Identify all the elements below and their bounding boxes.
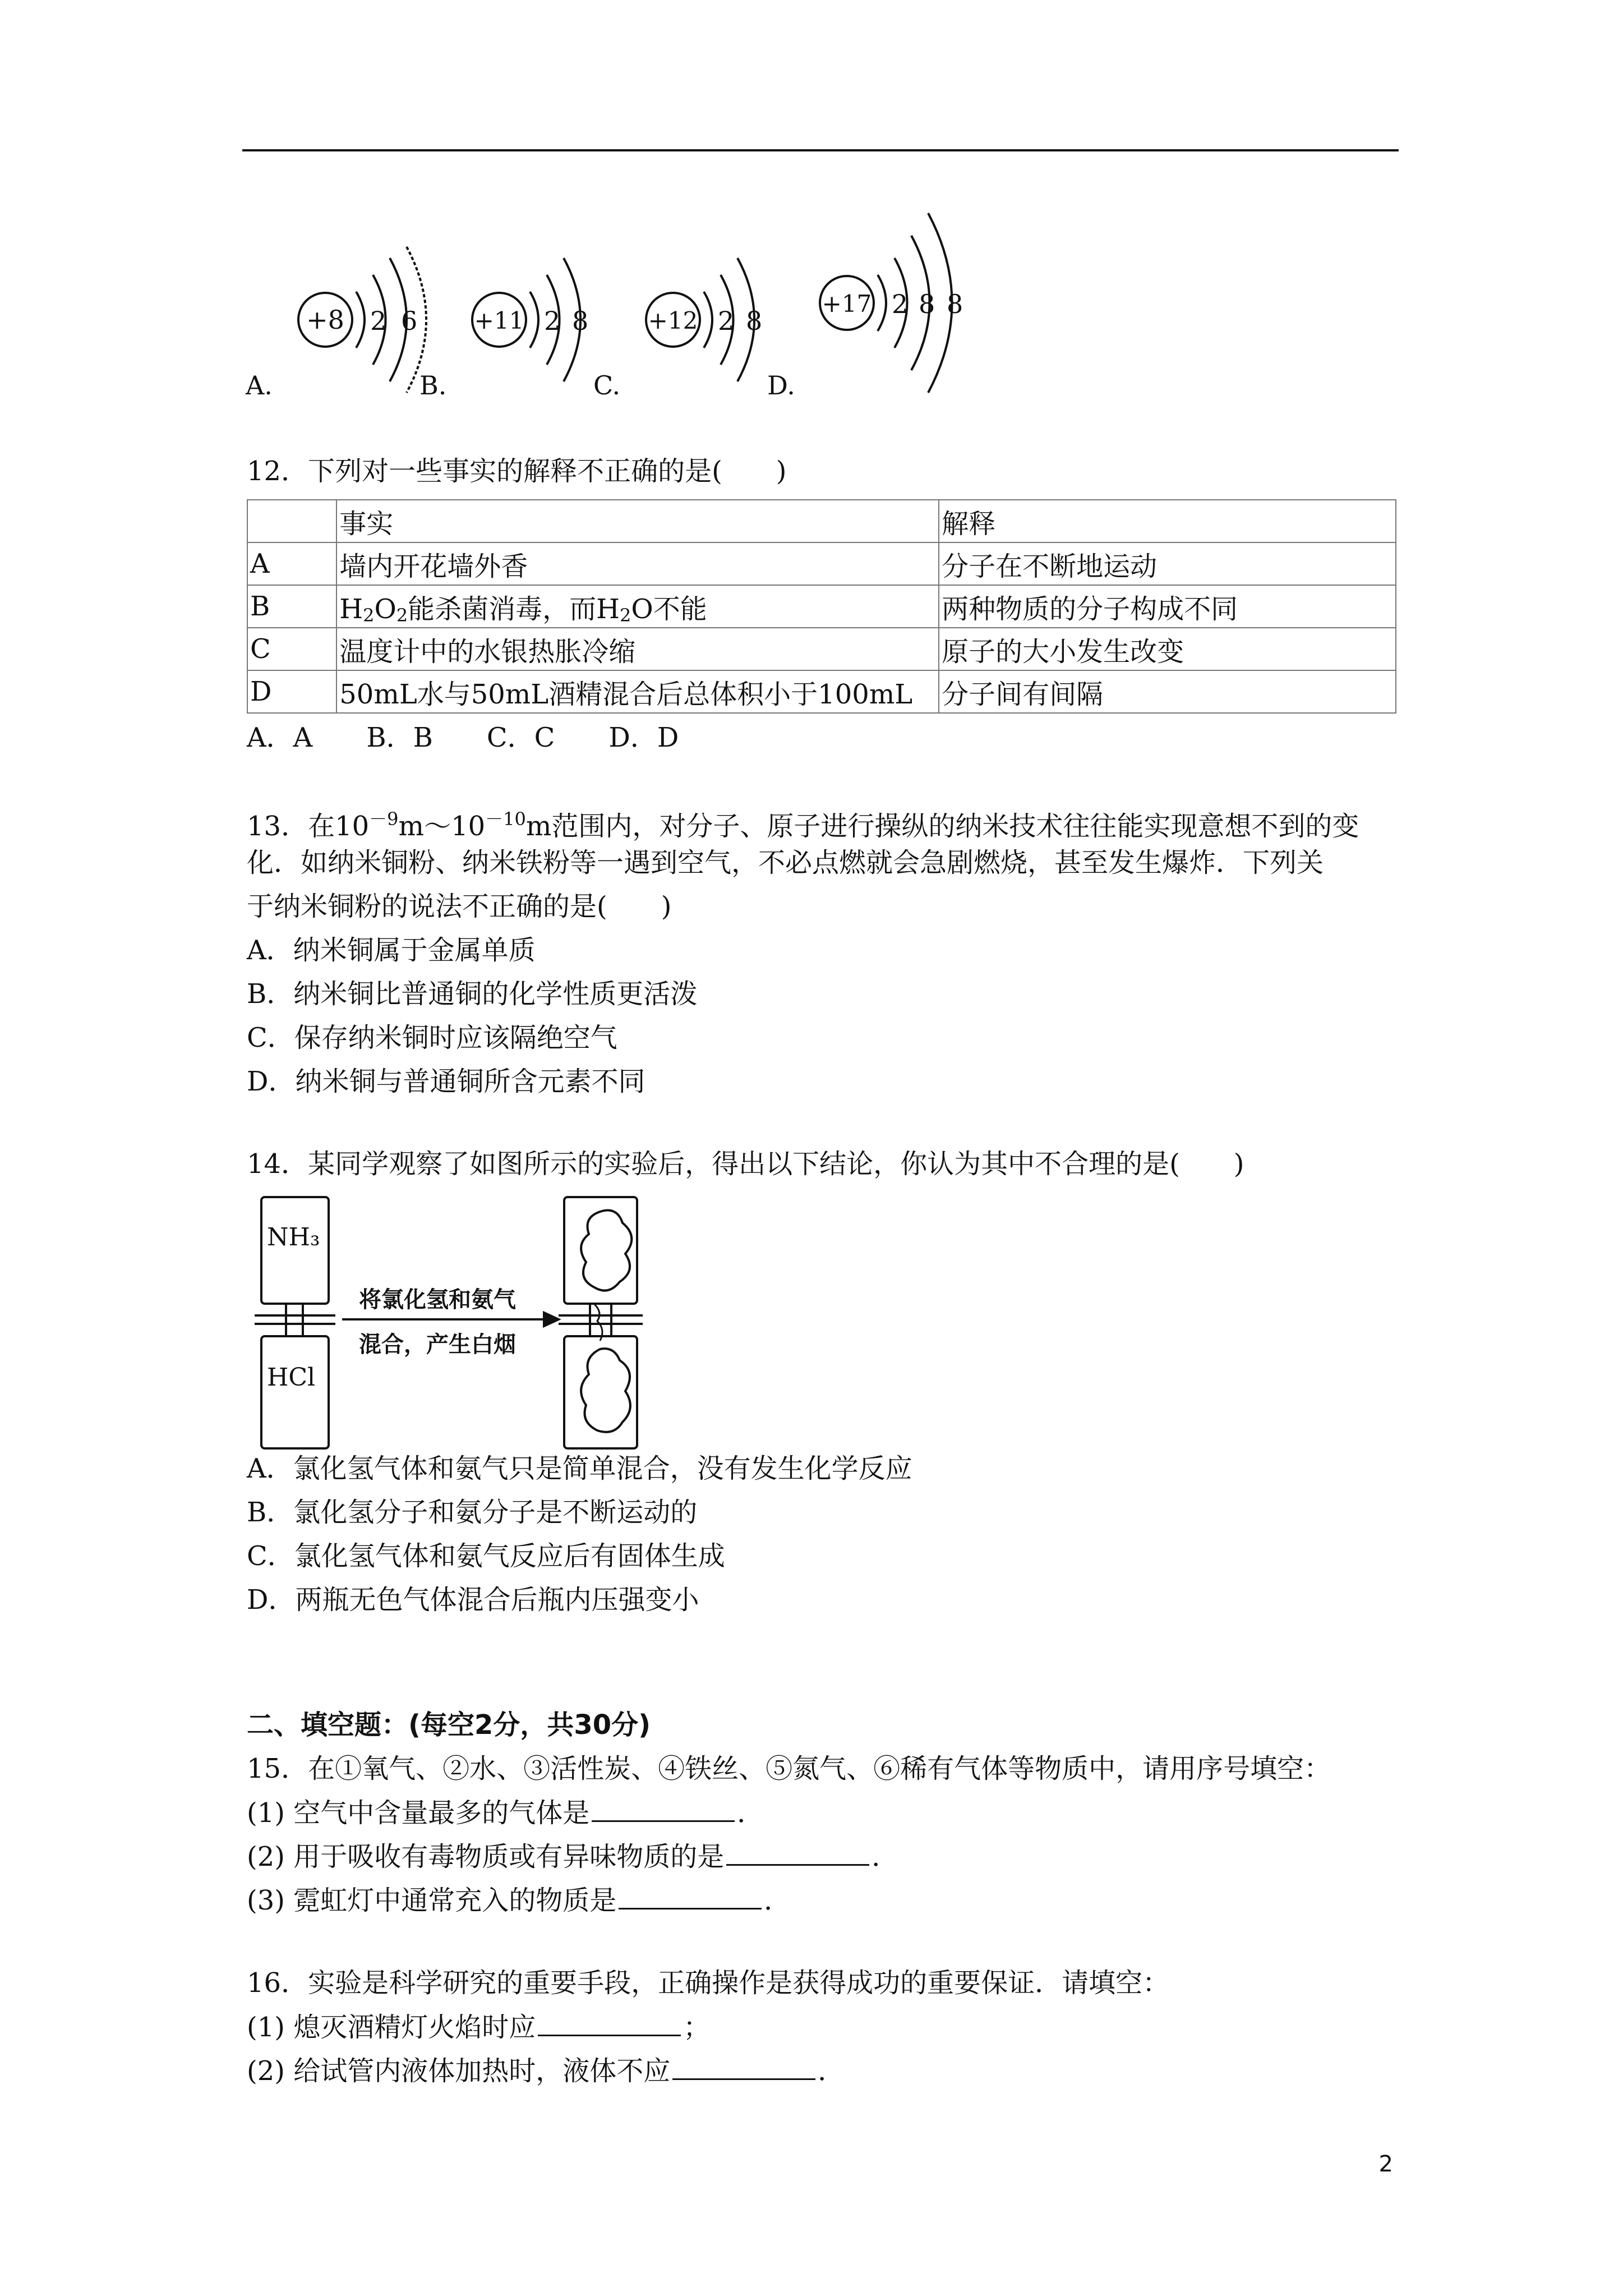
- row-fact: 温度计中的水银热胀冷缩: [336, 628, 939, 670]
- atom-b-shell-2: 8: [572, 306, 589, 336]
- row-explanation: 两种物质的分子构成不同: [939, 585, 1396, 628]
- atom-diagrams: [241, 202, 1026, 404]
- table-row: [247, 670, 1396, 713]
- table-row: [247, 542, 1396, 585]
- header-rule: [242, 149, 1399, 151]
- atom-a-diagram: [298, 247, 426, 393]
- q11-option-d[interactable]: D.: [767, 370, 795, 401]
- bottom-bottle-label: HCl: [267, 1363, 316, 1392]
- row-label: C: [247, 628, 336, 670]
- q11-option-c[interactable]: C.: [593, 370, 621, 401]
- row-explanation: 分子在不断地运动: [939, 542, 1396, 585]
- table-cell: [247, 500, 336, 542]
- top-bottle-label: NH₃: [267, 1223, 320, 1251]
- row-explanation: 分子间有间隔: [939, 670, 1396, 713]
- q11-option-a[interactable]: A.: [246, 370, 273, 401]
- row-label: D: [247, 670, 336, 713]
- row-label: A: [247, 542, 336, 585]
- row-explanation: 原子的大小发生改变: [939, 628, 1396, 670]
- table-row: [247, 628, 1396, 670]
- row-label: B: [247, 585, 336, 628]
- answer-blank[interactable]: [672, 2054, 815, 2080]
- q13-option-b[interactable]: B．纳米铜比普通铜的化学性质更活泼: [247, 978, 698, 1010]
- q14-option-a[interactable]: A．氯化氢气体和氨气只是简单混合，没有发生化学反应: [247, 1453, 912, 1484]
- arrow-caption-1: 将氯化氢和氨气: [359, 1287, 516, 1313]
- q14-experiment-figure: [247, 1189, 651, 1453]
- q15-item-3: (3) 霓虹灯中通常充入的物质是 ．: [247, 1883, 791, 1917]
- atom-c-nucleus: +12: [648, 307, 698, 334]
- q13-option-c[interactable]: C．保存纳米铜时应该隔绝空气: [247, 1022, 617, 1053]
- atom-d-shell-3: 8: [947, 289, 963, 319]
- atom-b-shell-1: 2: [544, 306, 561, 336]
- arrow-caption-2: 混合，产生白烟: [359, 1332, 516, 1358]
- answer-blank[interactable]: [538, 2010, 681, 2036]
- q11-option-b[interactable]: B.: [419, 370, 447, 401]
- q15-item-2: (2) 用于吸收有毒物质或有异味物质的是 ．: [247, 1839, 898, 1874]
- q13-line-3: 于纳米铜粉的说法不正确的是( ): [247, 891, 672, 922]
- atom-d-diagram: [820, 213, 963, 393]
- atom-d-nucleus: +17: [822, 290, 872, 318]
- row-fact: 墙内开花墙外香: [336, 542, 939, 585]
- q15-stem: 15．在①氧气、②水、③活性炭、④铁丝、⑤氮气、⑥稀有气体等物质中，请用序号填空：: [247, 1753, 1331, 1784]
- q16-item-1: (1) 熄灭酒精灯火焰时应 ；: [247, 2010, 710, 2044]
- q12-stem: 12．下列对一些事实的解释不正确的是( ): [247, 455, 787, 487]
- page-number: 2: [1378, 2151, 1393, 2177]
- atom-d-shell-2: 8: [919, 289, 935, 319]
- table-header-row: [247, 500, 1396, 542]
- row-fact: 50mL水与50mL酒精混合后总体积小于100mL: [336, 670, 939, 713]
- atom-d-shell-1: 2: [892, 289, 909, 319]
- q13-line-2: 化．如纳米铜粉、纳米铁粉等一遇到空气，不必点燃就会急剧燃烧，甚至发生爆炸．下列关: [247, 847, 1324, 878]
- row-fact: $H_2O_2$能杀菌消毒，而$H_2O$不能: [336, 585, 939, 628]
- atom-a-shell-1: 2: [370, 306, 387, 336]
- answer-blank[interactable]: [592, 1796, 735, 1822]
- q16-stem: 16．实验是科学研究的重要手段，正确操作是获得成功的重要保证．请填空：: [247, 1967, 1170, 1999]
- q12-table: [247, 499, 1396, 714]
- q13-option-a[interactable]: A．纳米铜属于金属单质: [247, 935, 536, 966]
- atom-a-nucleus: +8: [306, 305, 344, 335]
- q14-option-b[interactable]: B．氯化氢分子和氨分子是不断运动的: [247, 1497, 698, 1528]
- answer-blank[interactable]: [619, 1883, 762, 1910]
- atom-b-nucleus: +11: [474, 307, 524, 334]
- table-row: [247, 585, 1396, 628]
- q12-choices[interactable]: A．A B．B C．C D．D: [247, 722, 679, 753]
- q13-line-1: 13．在$10^{-9}m\sim 10^{-10}m$范围内，对分子、原子进行操纵的纳米技术往往能实现意想不到的变: [247, 808, 1359, 842]
- atom-a-shell-2: 6: [401, 306, 418, 336]
- q14-option-d[interactable]: D．两瓶无色气体混合后瓶内压强变小: [247, 1584, 699, 1616]
- q13-option-d[interactable]: D．纳米铜与普通铜所含元素不同: [247, 1066, 645, 1097]
- table-header-explanation: 解释: [939, 500, 1396, 542]
- section-2-title: 二、填空题：(每空2分，共30分): [247, 1709, 651, 1741]
- atom-c-shell-2: 8: [746, 306, 763, 336]
- answer-blank[interactable]: [726, 1839, 869, 1866]
- q15-item-1: (1) 空气中含量最多的气体是 ．: [247, 1796, 764, 1830]
- atom-c-diagram: [646, 258, 762, 381]
- table-header-fact: 事实: [336, 500, 939, 542]
- q14-option-c[interactable]: C．氯化氢气体和氨气反应后有固体生成: [247, 1540, 725, 1572]
- q14-stem: 14．某同学观察了如图所示的实验后，得出以下结论，你认为其中不合理的是( ): [247, 1148, 1244, 1180]
- atom-c-shell-1: 2: [718, 306, 735, 336]
- q16-item-2: (2) 给试管内液体加热时，液体不应 ．: [247, 2054, 845, 2088]
- atom-b-diagram: [472, 258, 588, 381]
